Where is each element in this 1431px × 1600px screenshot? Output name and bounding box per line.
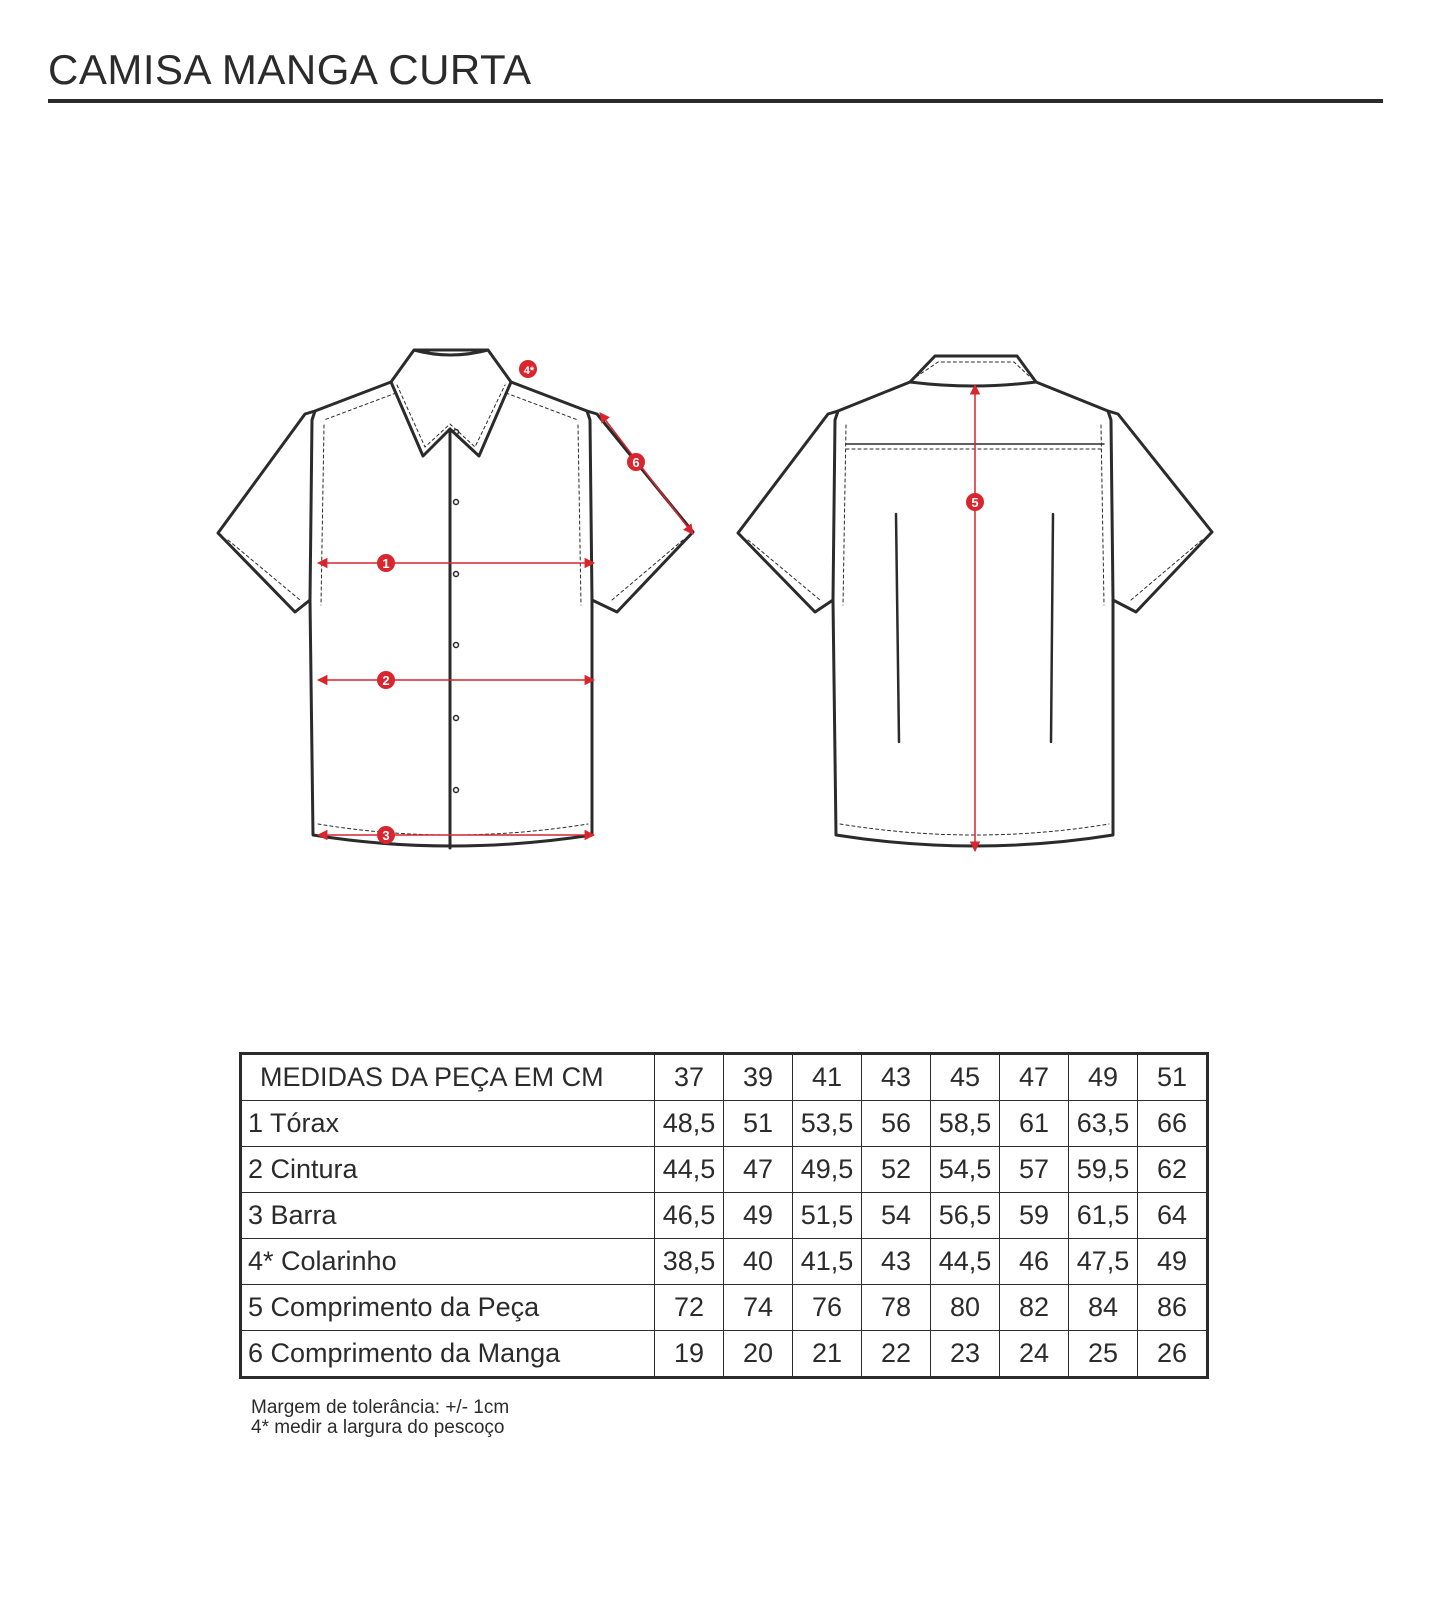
back-right-sleeve	[1108, 411, 1212, 612]
size-column: 41	[793, 1054, 862, 1101]
table-cell: 76	[793, 1285, 862, 1331]
row-label: 6 Comprimento da Manga	[241, 1331, 655, 1378]
table-cell: 56,5	[931, 1193, 1000, 1239]
table-cell: 51	[724, 1101, 793, 1147]
table-cell: 72	[655, 1285, 724, 1331]
table-cell: 84	[1069, 1285, 1138, 1331]
front-yoke-stitch	[324, 393, 578, 420]
table-row	[241, 1193, 1208, 1239]
table-cell: 48,5	[655, 1101, 724, 1147]
table-cell: 86	[1138, 1285, 1208, 1331]
table-row	[241, 1101, 1208, 1147]
size-column: 43	[862, 1054, 931, 1101]
back-armhole-stitch	[843, 425, 1104, 605]
table-cell: 43	[862, 1239, 931, 1285]
table-cell: 74	[724, 1285, 793, 1331]
table-cell: 40	[724, 1239, 793, 1285]
size-column: 47	[1000, 1054, 1069, 1101]
size-column: 39	[724, 1054, 793, 1101]
table-cell: 66	[1138, 1101, 1208, 1147]
front-measurements	[318, 413, 693, 835]
page-title: CAMISA MANGA CURTA	[48, 46, 532, 93]
table-row	[241, 1331, 1208, 1378]
table-cell: 19	[655, 1331, 724, 1378]
front-markers	[377, 360, 645, 844]
tolerance-note: Margem de tolerância: +/- 1cm	[251, 1397, 510, 1418]
table-cell: 63,5	[1069, 1101, 1138, 1147]
table-row	[241, 1147, 1208, 1193]
back-collar-stitch	[916, 362, 1030, 377]
marker-chest	[377, 554, 395, 572]
marker-collar	[519, 360, 537, 378]
table-cell: 80	[931, 1285, 1000, 1331]
table-row	[241, 1239, 1208, 1285]
back-collar	[910, 356, 1036, 386]
svg-text:6: 6	[632, 455, 640, 470]
svg-text:5: 5	[971, 495, 979, 510]
table-cell: 22	[862, 1331, 931, 1378]
front-buttons	[454, 430, 459, 793]
row-label: 4* Colarinho	[241, 1239, 655, 1285]
size-header-row	[241, 1054, 1208, 1101]
svg-text:1: 1	[382, 556, 390, 571]
table-cell: 44,5	[931, 1239, 1000, 1285]
back-left-sleeve	[738, 411, 838, 612]
row-label: 5 Comprimento da Peça	[241, 1285, 655, 1331]
footnotes	[251, 1398, 509, 1438]
table-cell: 57	[1000, 1147, 1069, 1193]
sleeve-measure-line	[600, 413, 693, 534]
table-cell: 59	[1000, 1193, 1069, 1239]
table-cell: 41,5	[793, 1239, 862, 1285]
table-cell: 49	[1138, 1239, 1208, 1285]
size-column: 51	[1138, 1054, 1208, 1101]
table-cell: 82	[1000, 1285, 1069, 1331]
front-shirt	[218, 350, 693, 848]
table-cell: 47,5	[1069, 1239, 1138, 1285]
marker-sleeve	[627, 453, 645, 471]
table-cell: 52	[862, 1147, 931, 1193]
table-cell: 20	[724, 1331, 793, 1378]
svg-text:2: 2	[382, 673, 390, 688]
table-cell: 54	[862, 1193, 931, 1239]
front-sleeve-hem-stitch	[228, 540, 683, 600]
front-right-sleeve	[587, 411, 693, 612]
table-cell: 78	[862, 1285, 931, 1331]
collar-note: 4* medir a largura do pescoço	[251, 1417, 505, 1438]
size-column: 37	[655, 1054, 724, 1101]
svg-text:4*: 4*	[523, 365, 535, 377]
table-cell: 24	[1000, 1331, 1069, 1378]
table-cell: 64	[1138, 1193, 1208, 1239]
table-cell: 62	[1138, 1147, 1208, 1193]
table-cell: 59,5	[1069, 1147, 1138, 1193]
table-cell: 51,5	[793, 1193, 862, 1239]
row-label: 1 Tórax	[241, 1101, 655, 1147]
table-cell: 49,5	[793, 1147, 862, 1193]
table-cell: 53,5	[793, 1101, 862, 1147]
marker-hem	[377, 826, 395, 844]
table-cell: 46,5	[655, 1193, 724, 1239]
table-cell: 49	[724, 1193, 793, 1239]
table-cell: 61	[1000, 1101, 1069, 1147]
marker-waist	[377, 671, 395, 689]
marker-length	[966, 493, 984, 511]
table-cell: 38,5	[655, 1239, 724, 1285]
table-cell: 58,5	[931, 1101, 1000, 1147]
row-label: 3 Barra	[241, 1193, 655, 1239]
table-cell: 61,5	[1069, 1193, 1138, 1239]
table-cell: 54,5	[931, 1147, 1000, 1193]
table-cell: 44,5	[655, 1147, 724, 1193]
table-cell: 23	[931, 1331, 1000, 1378]
table-header-label: MEDIDAS DA PEÇA EM CM	[241, 1054, 655, 1101]
table-cell: 21	[793, 1331, 862, 1378]
front-hem-stitch	[318, 824, 588, 835]
front-left-sleeve	[218, 411, 315, 612]
table-cell: 46	[1000, 1239, 1069, 1285]
table-cell: 47	[724, 1147, 793, 1193]
table-cell: 25	[1069, 1331, 1138, 1378]
size-column: 49	[1069, 1054, 1138, 1101]
table-row	[241, 1285, 1208, 1331]
table-cell: 56	[862, 1101, 931, 1147]
size-column: 45	[931, 1054, 1000, 1101]
table-cell: 26	[1138, 1331, 1208, 1378]
row-label: 2 Cintura	[241, 1147, 655, 1193]
size-table	[239, 1052, 1209, 1379]
svg-text:3: 3	[382, 828, 390, 843]
back-body-outline	[833, 382, 1113, 846]
